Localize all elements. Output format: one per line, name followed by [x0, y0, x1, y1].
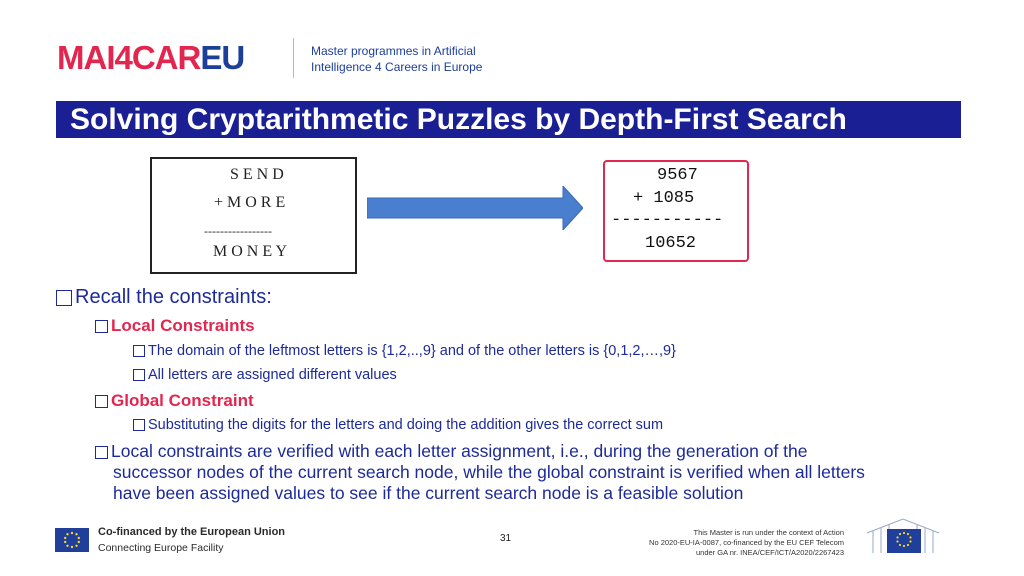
checkbox-bullet-icon	[133, 419, 145, 431]
note-line-3: have been assigned values to see if the current search node is a feasible solution	[113, 483, 744, 503]
checkbox-bullet-icon	[56, 290, 72, 306]
mai4careu-logo	[57, 38, 244, 78]
solution-line-1: 9567	[657, 166, 698, 185]
local-item-1-text: The domain of the leftmost letters is {1,2,..,9} and of the other letters is {0,1,2,…,9}	[148, 343, 676, 359]
right-arrow-icon	[367, 186, 583, 230]
global-item-1-text: Substituting the digits for the letters and doing the addition gives the correct sum	[148, 417, 664, 433]
cofinanced-text: Co-financed by the European Union	[98, 526, 286, 538]
tagline-line-1: Master programmes in Artificial	[311, 44, 476, 58]
bullet-global-item-1	[133, 417, 663, 433]
legal-line-2: No 2020-EU-IA-0087, co-financed by the EU CEF Telecom	[649, 538, 844, 547]
puzzle-money: M O N E Y	[213, 243, 288, 260]
puzzle-box	[150, 157, 357, 274]
global-constraint-heading: Global Constraint	[111, 391, 254, 410]
eu-flag-icon	[55, 528, 89, 552]
bullet-local-item-2	[133, 367, 397, 383]
logo-text-mai4car: MAI4CAR	[57, 39, 201, 76]
puzzle-send: S E N D	[230, 166, 284, 183]
legal-line-1: This Master is run under the context of Action	[693, 528, 844, 537]
puzzle-more: + M O R E	[214, 194, 286, 211]
checkbox-bullet-icon	[133, 369, 145, 381]
logo-text-eu: EU	[200, 39, 245, 76]
puzzle-separator: -----------------	[204, 224, 272, 238]
bullet-local-item-1	[133, 343, 676, 359]
recall-text: Recall the constraints:	[75, 286, 272, 308]
bullet-global-constraint	[95, 391, 254, 411]
solution-result: 10652	[645, 234, 697, 253]
title-bar	[56, 101, 961, 138]
solution-box	[603, 160, 749, 262]
legal-line-3: under GA nr. INEA/CEF/ICT/A2020/2267423	[695, 548, 844, 557]
checkbox-bullet-icon	[95, 320, 108, 333]
tagline-line-2: Intelligence 4 Careers in Europe	[311, 60, 483, 74]
logo-divider	[293, 38, 294, 78]
checkbox-bullet-icon	[95, 395, 108, 408]
solution-line-2: + 1085	[633, 189, 695, 208]
checkbox-bullet-icon	[133, 345, 145, 357]
note-line-2: successor nodes of the current search node, while the global constraint is verified when all letters	[113, 462, 865, 482]
bullet-recall	[56, 286, 272, 309]
slide-title: Solving Cryptarithmetic Puzzles by Depth-First Search	[70, 103, 847, 136]
checkbox-bullet-icon	[95, 446, 108, 459]
legal-notice	[544, 528, 844, 558]
solution-separator: -----------	[611, 211, 724, 230]
facility-text: Connecting Europe Facility	[98, 542, 224, 554]
programme-tagline	[311, 43, 482, 75]
european-commission-logo-icon	[863, 513, 945, 559]
local-constraints-heading: Local Constraints	[111, 316, 255, 335]
note-line-1: Local constraints are verified with each letter assignment, i.e., during the generation of the	[111, 441, 808, 461]
local-item-2-text: All letters are assigned different values	[148, 367, 397, 383]
page-number: 31	[500, 533, 512, 544]
bullet-local-constraints	[95, 316, 255, 336]
bullet-verification-note	[95, 441, 865, 504]
